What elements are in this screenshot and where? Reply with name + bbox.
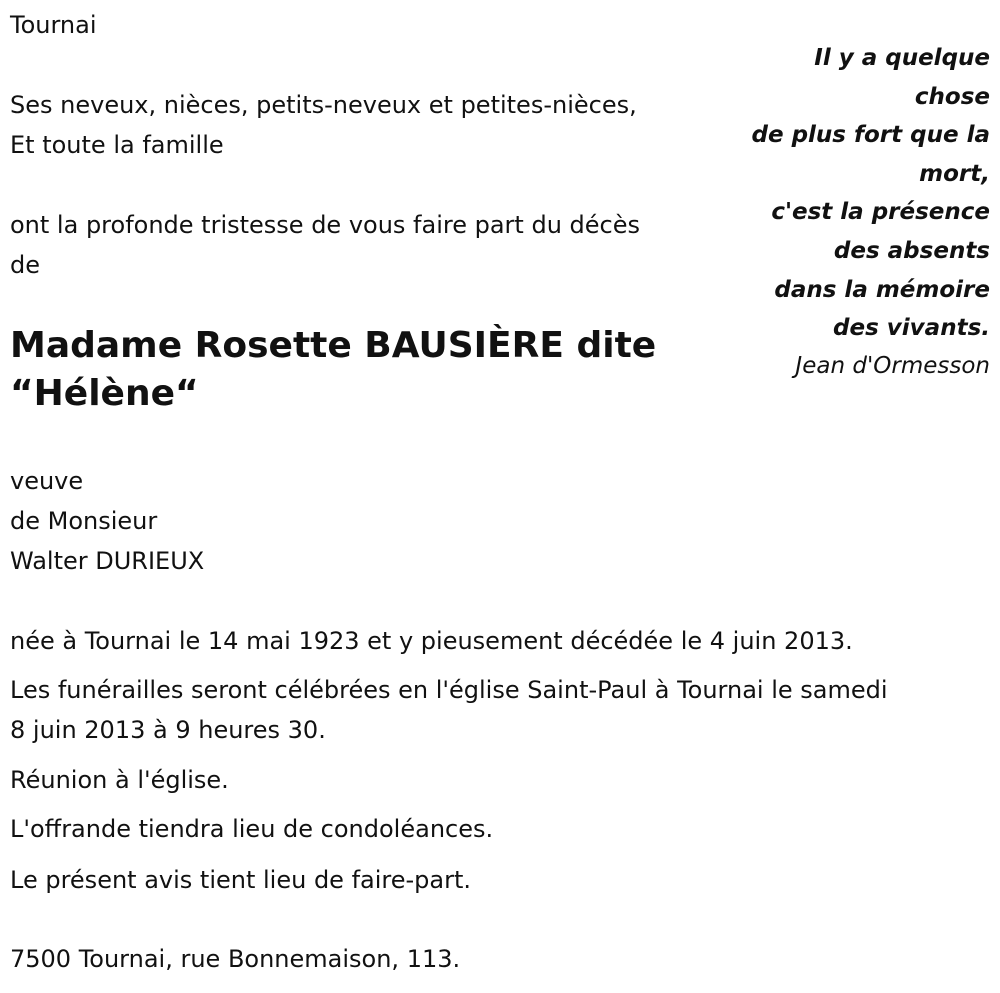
address-text: 7500 Tournai, rue Bonnemaison, 113.: [10, 945, 461, 973]
quote-author: Jean d'Ormesson: [795, 353, 990, 379]
quote-line: c'est la présence: [771, 199, 990, 226]
family-line-1: Ses neveux, nièces, petits-neveux et petites-nièces,: [10, 91, 637, 119]
city-heading: Tournai: [10, 11, 97, 39]
meeting-text: Réunion à l'église.: [10, 766, 229, 794]
announcement-line-2: de: [10, 251, 40, 279]
announcement-line-1: ont la profonde tristesse de vous faire part du décès: [10, 211, 640, 239]
spouse-line-1: veuve: [10, 467, 84, 495]
quote-line: chose: [914, 83, 990, 110]
announcement-block: [10, 205, 640, 285]
notice-text: Le présent avis tient lieu de faire-part.: [10, 866, 472, 894]
deceased-name: [10, 322, 656, 418]
quote-line: mort,: [919, 160, 990, 187]
family-block: [10, 85, 637, 165]
funeral-line-1: Les funérailles seront célébrées en l'église Saint-Paul à Tournai le samedi: [10, 676, 888, 704]
family-line-2: Et toute la famille: [10, 131, 224, 159]
quote-line: Il y a quelque: [814, 45, 990, 71]
deceased-name-line-2: “Hélène“: [10, 373, 199, 414]
quote-line: des vivants.: [833, 315, 990, 342]
funeral-block: [10, 670, 888, 750]
quote-block: [740, 39, 990, 348]
quote-line: dans la mémoire: [774, 276, 990, 303]
funeral-line-2: 8 juin 2013 à 9 heures 30.: [10, 716, 326, 744]
offering-text: L'offrande tiendra lieu de condoléances.: [10, 815, 494, 843]
spouse-line-2: de Monsieur: [10, 507, 158, 535]
quote-line: des absents: [833, 237, 990, 264]
quote-line: de plus fort que la: [751, 122, 990, 149]
spouse-line-3: Walter DURIEUX: [10, 547, 205, 575]
birth-death-text: née à Tournai le 14 mai 1923 et y pieusement décédée le 4 juin 2013.: [10, 627, 853, 655]
deceased-name-line-1: Madame Rosette BAUSIÈRE dite: [10, 325, 657, 366]
spouse-block: [10, 461, 204, 581]
